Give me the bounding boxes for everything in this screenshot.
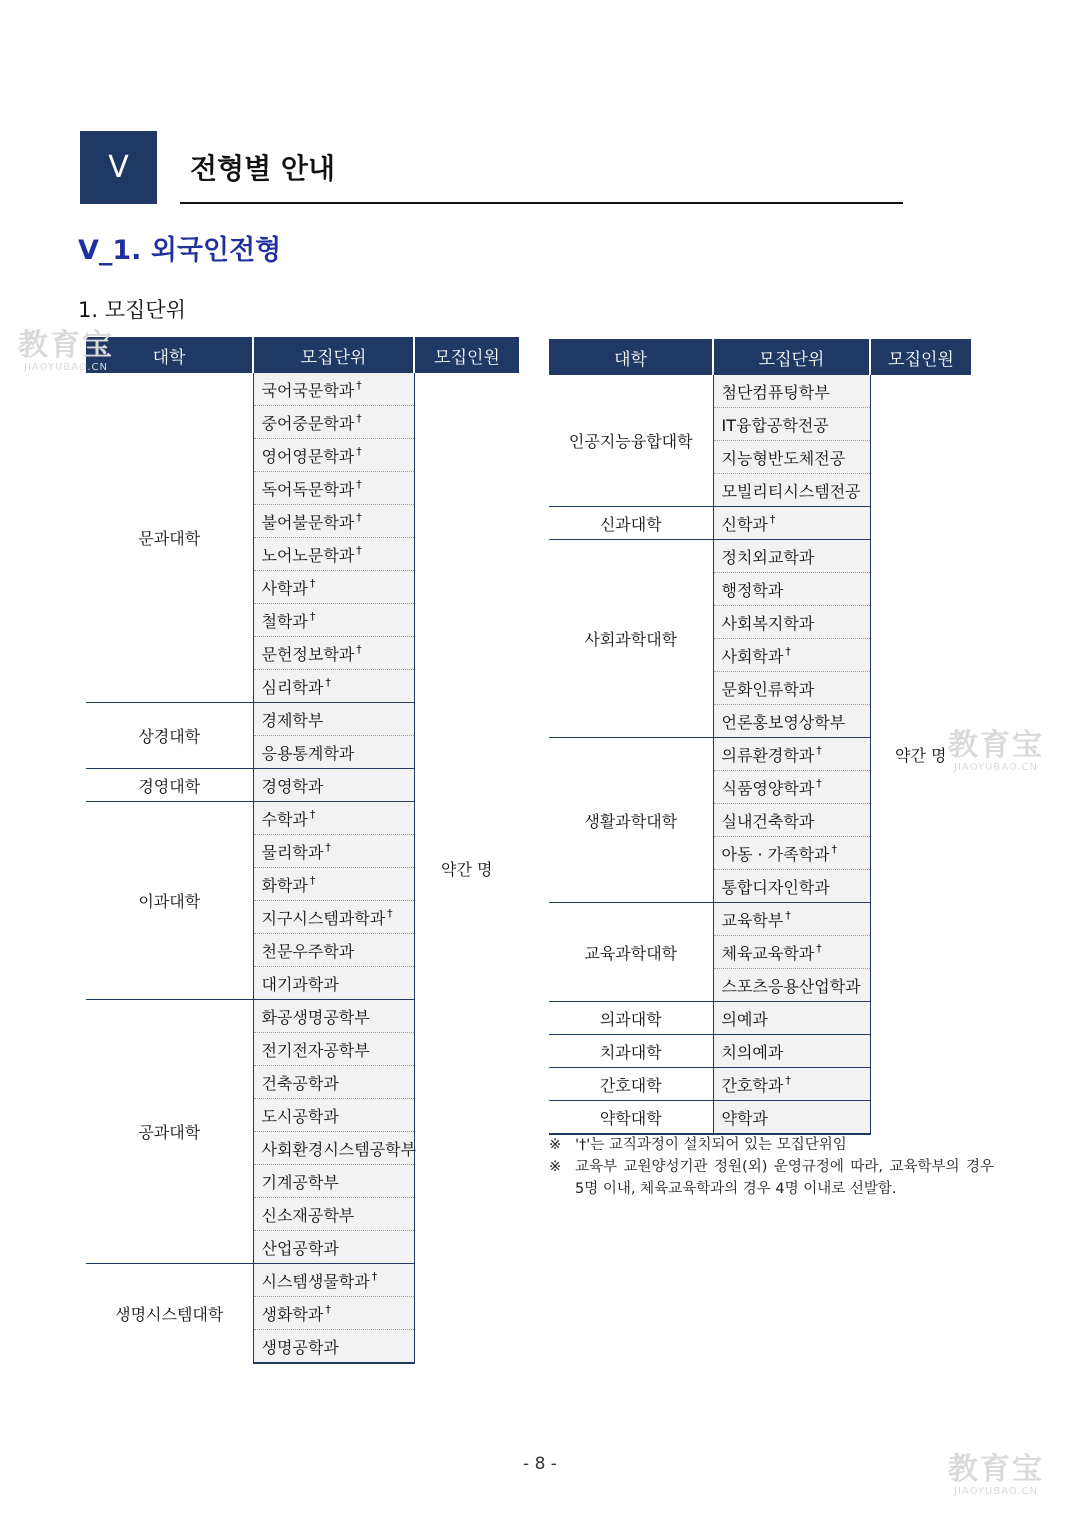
unit-name: 도시공학과 bbox=[261, 1106, 339, 1126]
college-name: 이과대학 bbox=[86, 802, 253, 1000]
unit-cell bbox=[713, 705, 870, 738]
unit-cell bbox=[253, 901, 414, 934]
college-name: 교육과학대학 bbox=[549, 903, 713, 1002]
unit-cell bbox=[713, 441, 870, 474]
college-name: 상경대학 bbox=[86, 703, 253, 769]
unit-cell bbox=[253, 637, 414, 670]
chapter-number-box bbox=[80, 131, 157, 204]
unit-cell bbox=[253, 703, 414, 736]
page-number: - 8 - bbox=[523, 1454, 557, 1474]
dagger-mark: † bbox=[325, 841, 331, 855]
unit-cell bbox=[713, 738, 870, 771]
unit-name: 철학과 bbox=[261, 611, 308, 631]
unit-cell bbox=[253, 1297, 414, 1330]
unit-name: 화학과 bbox=[261, 875, 308, 895]
watermark-url: JIAOYUBAO.CN bbox=[24, 362, 108, 373]
header-unit: 모집단위 bbox=[253, 337, 414, 373]
unit-cell bbox=[253, 1066, 414, 1099]
unit-cell bbox=[253, 1231, 414, 1264]
dagger-mark: † bbox=[816, 744, 822, 758]
unit-cell bbox=[713, 408, 870, 441]
unit-cell bbox=[253, 472, 414, 505]
dagger-mark: † bbox=[816, 777, 822, 791]
watermark-url: JIAOYUBAO.CN bbox=[954, 1486, 1038, 1497]
unit-name: 국어국문학과 bbox=[261, 380, 355, 400]
unit-cell bbox=[713, 507, 870, 540]
dagger-mark: † bbox=[356, 478, 362, 492]
dagger-mark: † bbox=[785, 909, 791, 923]
unit-name: IT융합공학전공 bbox=[721, 415, 829, 435]
unit-name: 생명공학과 bbox=[261, 1337, 339, 1357]
unit-cell bbox=[713, 606, 870, 639]
college-name: 약학대학 bbox=[549, 1101, 713, 1135]
note-2 bbox=[549, 1156, 994, 1200]
unit-name: 시스템생물학과 bbox=[261, 1271, 370, 1291]
unit-name: 모빌리티시스템전공 bbox=[721, 481, 861, 501]
header-quota: 모집인원 bbox=[414, 337, 519, 373]
unit-cell bbox=[713, 474, 870, 507]
unit-name: 사회환경시스템공학부 bbox=[261, 1139, 417, 1159]
unit-name: 화공생명공학부 bbox=[261, 1007, 370, 1027]
unit-cell bbox=[253, 1033, 414, 1066]
table-header-row bbox=[86, 337, 519, 373]
unit-name: 산업공학과 bbox=[261, 1238, 339, 1258]
unit-name: 사회복지학과 bbox=[721, 613, 815, 633]
unit-cell bbox=[253, 1000, 414, 1033]
unit-name: 통합디자인학과 bbox=[721, 877, 830, 897]
unit-cell bbox=[253, 967, 414, 1000]
dagger-mark: † bbox=[785, 645, 791, 659]
note-text: 교육부 교원양성기관 정원(외) 운영규정에 따라, 교육학부의 경우 5명 이내, 체육교육학과의 경우 4명 이내로 선발함. bbox=[575, 1159, 994, 1197]
unit-name: 독어독문학과 bbox=[261, 479, 355, 499]
unit-cell bbox=[253, 835, 414, 868]
dagger-mark: † bbox=[309, 874, 316, 888]
unit-cell bbox=[253, 769, 414, 802]
college-name: 간호대학 bbox=[549, 1068, 713, 1101]
unit-cell bbox=[253, 736, 414, 769]
dagger-mark: † bbox=[309, 577, 316, 591]
unit-name: 문헌정보학과 bbox=[261, 644, 355, 664]
unit-name: 식품영양학과 bbox=[721, 778, 815, 798]
table-header-row bbox=[549, 339, 971, 375]
note-mark: ※ bbox=[549, 1159, 562, 1175]
college-name: 생명시스템대학 bbox=[86, 1264, 253, 1364]
watermark-logo-text: 教育宝 bbox=[948, 1452, 1044, 1487]
dagger-mark: † bbox=[387, 907, 393, 921]
unit-cell bbox=[713, 1101, 870, 1135]
watermark-url: JIAOYUBAO.CN bbox=[954, 762, 1038, 773]
unit-name: 대기과학과 bbox=[261, 974, 339, 994]
college-name: 인공지능융합대학 bbox=[568, 432, 693, 451]
unit-cell bbox=[253, 439, 414, 472]
header-college: 대학 bbox=[86, 337, 253, 373]
unit-cell bbox=[713, 1002, 870, 1035]
notes bbox=[549, 1134, 994, 1200]
unit-cell bbox=[713, 837, 870, 870]
unit-cell bbox=[253, 670, 414, 703]
table-row bbox=[549, 375, 971, 408]
unit-name: 언론홍보영상학부 bbox=[721, 712, 846, 732]
watermark bbox=[948, 1454, 1044, 1497]
unit-cell bbox=[713, 1035, 870, 1068]
unit-cell bbox=[253, 1165, 414, 1198]
quota-cell: 약간 명 bbox=[441, 859, 493, 879]
header-quota: 모집인원 bbox=[870, 339, 971, 375]
unit-cell bbox=[713, 375, 870, 408]
dagger-mark: † bbox=[325, 676, 331, 690]
recruitment-table-left bbox=[86, 337, 519, 1364]
unit-cell bbox=[713, 540, 870, 573]
unit-cell bbox=[253, 373, 414, 406]
recruitment-table-right bbox=[549, 339, 971, 1135]
unit-cell bbox=[713, 969, 870, 1002]
unit-cell bbox=[253, 802, 414, 835]
table-row bbox=[86, 373, 519, 406]
unit-name: 약학과 bbox=[721, 1108, 768, 1128]
unit-cell bbox=[253, 1264, 414, 1297]
subsection-title: 1. 모집단위 bbox=[78, 298, 186, 322]
unit-cell bbox=[713, 771, 870, 804]
college-name: 공과대학 bbox=[86, 1000, 253, 1264]
unit-cell bbox=[713, 903, 870, 936]
unit-name: 중어중문학과 bbox=[261, 413, 355, 433]
unit-cell bbox=[253, 1198, 414, 1231]
dagger-mark: † bbox=[325, 1303, 331, 1317]
unit-cell bbox=[713, 573, 870, 606]
unit-name: 문화인류학과 bbox=[721, 679, 815, 699]
chapter-number: V bbox=[108, 150, 129, 185]
dagger-mark: † bbox=[356, 643, 362, 657]
unit-name: 지능형반도체전공 bbox=[721, 448, 846, 468]
dagger-mark: † bbox=[769, 513, 776, 527]
unit-name: 신학과 bbox=[721, 514, 768, 534]
unit-name: 전기전자공학부 bbox=[261, 1040, 370, 1060]
dagger-mark: † bbox=[356, 544, 362, 558]
dagger-mark: † bbox=[309, 610, 316, 624]
unit-name: 생화학과 bbox=[261, 1304, 324, 1324]
unit-cell bbox=[253, 934, 414, 967]
watermark bbox=[948, 730, 1044, 773]
college-name: 문과대학 bbox=[138, 529, 201, 548]
unit-cell bbox=[253, 538, 414, 571]
unit-name: 체육교육학과 bbox=[721, 943, 815, 963]
dagger-mark: † bbox=[831, 843, 837, 857]
watermark-logo-text: 教育宝 bbox=[18, 328, 114, 363]
unit-name: 경영학과 bbox=[261, 776, 324, 796]
header-college: 대학 bbox=[549, 339, 713, 375]
unit-name: 실내건축학과 bbox=[721, 811, 815, 831]
unit-cell bbox=[253, 868, 414, 901]
dagger-mark: † bbox=[356, 445, 362, 459]
unit-name: 의예과 bbox=[721, 1009, 768, 1029]
dagger-mark: † bbox=[816, 942, 822, 956]
college-name: 신과대학 bbox=[549, 507, 713, 540]
unit-cell bbox=[253, 505, 414, 538]
unit-name: 경제학부 bbox=[261, 710, 324, 730]
note-1 bbox=[549, 1134, 994, 1156]
chapter-title: 전형별 안내 bbox=[190, 152, 335, 185]
unit-name: 기계공학부 bbox=[261, 1172, 339, 1192]
unit-name: 교육학부 bbox=[721, 910, 784, 930]
dagger-mark: † bbox=[356, 412, 362, 426]
header-unit: 모집단위 bbox=[713, 339, 870, 375]
unit-name: 건축공학과 bbox=[261, 1073, 339, 1093]
unit-name: 정치외교학과 bbox=[721, 547, 815, 567]
unit-name: 사학과 bbox=[261, 578, 308, 598]
unit-cell bbox=[713, 870, 870, 903]
dagger-mark: † bbox=[309, 808, 316, 822]
chapter-divider bbox=[180, 202, 903, 204]
college-name: 경영대학 bbox=[86, 769, 253, 802]
unit-cell bbox=[253, 1099, 414, 1132]
unit-cell bbox=[713, 804, 870, 837]
dagger-mark: † bbox=[785, 1074, 791, 1088]
unit-name: 아동 · 가족학과 bbox=[721, 844, 830, 864]
unit-cell bbox=[253, 604, 414, 637]
college-name: 생활과학대학 bbox=[549, 738, 713, 903]
unit-cell bbox=[253, 1330, 414, 1364]
unit-cell bbox=[713, 1068, 870, 1101]
unit-name: 영어영문학과 bbox=[261, 446, 355, 466]
unit-name: 스포츠응용산업학과 bbox=[721, 976, 861, 996]
unit-cell bbox=[253, 1132, 417, 1165]
unit-name: 첨단컴퓨팅학부 bbox=[721, 382, 830, 402]
unit-name: 사회학과 bbox=[721, 646, 784, 666]
unit-cell bbox=[253, 571, 414, 604]
unit-cell bbox=[253, 406, 414, 439]
college-name: 의과대학 bbox=[549, 1002, 713, 1035]
dagger-mark: † bbox=[356, 511, 362, 525]
unit-cell bbox=[713, 639, 870, 672]
unit-name: 응용통계학과 bbox=[261, 743, 355, 763]
unit-name: 수학과 bbox=[261, 809, 308, 829]
unit-name: 신소재공학부 bbox=[261, 1205, 355, 1225]
quota-cell: 약간 명 bbox=[895, 746, 947, 765]
unit-name: 물리학과 bbox=[261, 842, 324, 862]
unit-name: 간호학과 bbox=[721, 1075, 784, 1095]
unit-cell bbox=[713, 672, 870, 705]
unit-name: 심리학과 bbox=[261, 677, 324, 697]
unit-name: 의류환경학과 bbox=[721, 745, 815, 765]
dagger-mark: † bbox=[356, 379, 362, 393]
college-name: 치과대학 bbox=[549, 1035, 713, 1068]
unit-name: 치의예과 bbox=[721, 1042, 784, 1062]
unit-name: 노어노문학과 bbox=[261, 545, 355, 565]
unit-cell bbox=[713, 936, 870, 969]
note-mark: ※ bbox=[549, 1137, 562, 1153]
unit-name: 행정학과 bbox=[721, 580, 784, 600]
section-title: V_1. 외국인전형 bbox=[78, 235, 282, 266]
note-text: '†'는 교직과정이 설치되어 있는 모집단위임 bbox=[575, 1137, 847, 1153]
unit-name: 지구시스템과학과 bbox=[261, 908, 386, 928]
watermark bbox=[18, 330, 114, 373]
unit-name: 불어불문학과 bbox=[261, 512, 355, 532]
college-name: 사회과학대학 bbox=[549, 540, 713, 738]
watermark-logo-text: 教育宝 bbox=[948, 728, 1044, 763]
dagger-mark: † bbox=[371, 1270, 378, 1284]
unit-name: 천문우주학과 bbox=[261, 941, 355, 961]
